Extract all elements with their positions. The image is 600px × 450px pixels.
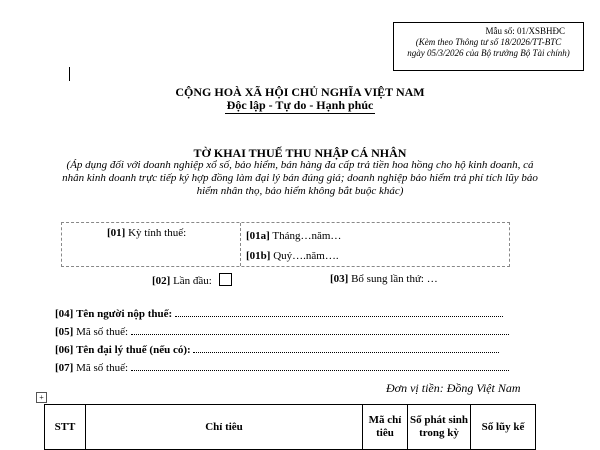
taxpayer-tin-row: [55, 325, 509, 338]
form-subtitle: (Áp dụng đối với doanh nghiệp xổ số, bảo hiểm, bán hàng đa cấp trả tiền hoa hồng cho hộ kinh doanh, cá nhân kinh doanh trực tiếp ký hợp đồng làm đại lý bán đúng giá; doanh nghiệp bảo hiểm trả phí tích lũy bảo hiểm nhân thọ, bảo hiểm không bắt buộc khác): [62, 159, 538, 197]
tax-period-text: Kỳ tính thuế:: [128, 227, 187, 239]
header-stt: STT: [45, 405, 86, 450]
supplementary-label[interactable]: Bổ sung lần thứ: …: [351, 273, 438, 285]
supplementary-filing: [330, 273, 438, 285]
tax-period-divider: [240, 223, 241, 266]
tax-agent-name-label: Tên đại lý thuế (nếu có):: [76, 344, 191, 356]
month-text: Tháng…năm…: [272, 230, 342, 242]
tax-period-code: [01]: [107, 227, 126, 239]
first-filing: [152, 273, 232, 287]
header-period-amount: Số phát sinh trong kỳ: [408, 405, 471, 450]
quarter-code: [01b]: [246, 250, 271, 262]
tax-agent-name-row: [55, 343, 499, 356]
form-title: TỜ KHAI THUẾ THU NHẬP CÁ NHÂN: [193, 146, 407, 160]
first-filing-checkbox[interactable]: [219, 273, 232, 286]
taxpayer-name-code: [04]: [55, 308, 74, 320]
first-filing-code: [02]: [152, 275, 171, 287]
text-cursor: [69, 67, 70, 81]
form-code-box: [393, 22, 584, 71]
taxpayer-name-input[interactable]: [175, 307, 503, 317]
taxpayer-name-label: Tên người nộp thuế:: [76, 308, 173, 320]
tax-agent-name-input[interactable]: [193, 343, 499, 353]
tax-agent-tin-code: [07]: [55, 362, 74, 374]
first-filing-label: Lần đầu:: [173, 275, 212, 287]
supplementary-code: [03]: [330, 273, 349, 285]
header-cumulative: Số lũy kế: [471, 405, 536, 450]
national-motto: [0, 98, 600, 113]
table-header-row: [45, 405, 536, 450]
tax-period-label: [107, 227, 186, 239]
tax-agent-tin-row: [55, 361, 509, 374]
form-code: Mẫu số: 01/XSBHĐC: [485, 26, 565, 36]
national-motto-text: Độc lập - Tự do - Hạnh phúc: [226, 98, 374, 112]
taxpayer-name-row: [55, 307, 503, 320]
tax-agent-name-code: [06]: [55, 344, 74, 356]
tax-period-quarter[interactable]: [246, 250, 339, 262]
tax-agent-tin-input[interactable]: [131, 361, 509, 371]
header-indicator: Chỉ tiêu: [86, 405, 363, 450]
table-move-handle-icon[interactable]: +: [36, 392, 47, 403]
taxpayer-tin-label: Mã số thuế:: [76, 326, 129, 338]
circular-reference-line2: ngày 05/3/2026 của Bộ trưởng Bộ Tài chính): [407, 48, 570, 58]
indicator-table: [44, 404, 536, 450]
tax-period-month[interactable]: [246, 230, 341, 242]
taxpayer-tin-code: [05]: [55, 326, 74, 338]
currency-unit: Đơn vị tiền: Đồng Việt Nam: [386, 381, 521, 395]
month-code: [01a]: [246, 230, 270, 242]
quarter-text: Quý….năm….: [273, 250, 339, 262]
header-indicator-code: Mã chỉ tiêu: [363, 405, 408, 450]
tax-period-box: [61, 222, 510, 267]
tax-agent-tin-label: Mã số thuế:: [76, 362, 129, 374]
circular-reference-line1: (Kèm theo Thông tư số 18/2026/TT-BTC: [415, 37, 562, 47]
country-name: CỘNG HOÀ XÃ HỘI CHỦ NGHĨA VIỆT NAM: [175, 85, 425, 99]
taxpayer-tin-input[interactable]: [131, 325, 509, 335]
